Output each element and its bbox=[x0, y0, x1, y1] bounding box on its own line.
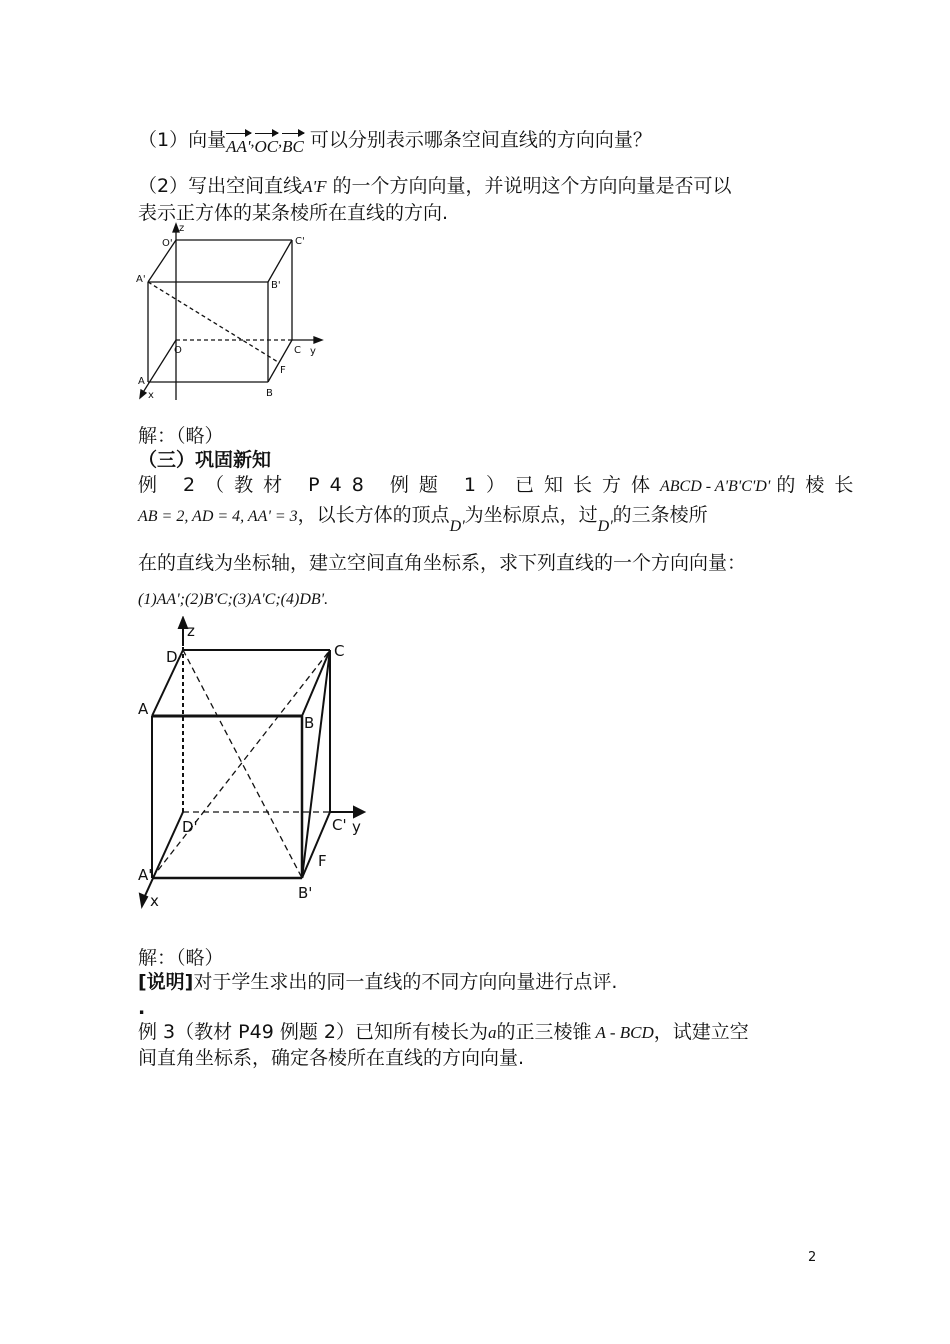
fig1-label-a: A bbox=[138, 376, 145, 387]
fig1-label-a-top: A' bbox=[136, 274, 146, 285]
example2-dprime-1: D' bbox=[449, 518, 465, 535]
example-3-line-1 bbox=[138, 1020, 749, 1045]
fig2-label-a: A bbox=[138, 700, 149, 718]
example3-a: a bbox=[487, 1023, 497, 1042]
fig2-label-f: F bbox=[318, 852, 327, 870]
example3-suffix: ，试建立空 bbox=[653, 1021, 749, 1043]
fig2-label-c: C bbox=[334, 642, 345, 660]
note-text: 对于学生求出的同一直线的不同方向向量进行点评. bbox=[193, 971, 618, 993]
answer-1: 解：（略） bbox=[138, 425, 224, 447]
fig2-label-y: y bbox=[352, 818, 361, 836]
vector-bc: BC bbox=[282, 135, 304, 159]
q1-sep-2: , bbox=[278, 133, 283, 150]
note-tag: [说明] bbox=[138, 971, 194, 993]
example2-mid3: 的三条棱所 bbox=[612, 504, 708, 526]
note bbox=[138, 970, 617, 994]
example2-items: (1)AA';(2)B'C;(3)A'C;(4)DB' bbox=[138, 591, 325, 608]
example-3-line-2: 间直角坐标系，确定各棱所在直线的方向向量. bbox=[138, 1047, 525, 1069]
example-2-line-2 bbox=[138, 503, 708, 535]
example2-suffix: 的棱长 bbox=[776, 474, 864, 496]
fig1-label-b: B bbox=[266, 388, 273, 399]
example2-box: ABCD - A'B'C'D' bbox=[659, 478, 771, 495]
fig1-label-f: F bbox=[280, 365, 286, 376]
example2-mid2: 为坐标原点，过 bbox=[464, 504, 598, 526]
example3-mid: 的正三棱锥 bbox=[496, 1021, 592, 1043]
example2-prefix: 例 2（教材 P48 例题 1）已知长方体 bbox=[138, 474, 660, 496]
example2-dims: AB = 2, AD = 4, AA' = 3 bbox=[138, 508, 298, 525]
fig2-label-z: z bbox=[187, 622, 195, 640]
section-title: （三）巩固新知 bbox=[138, 449, 272, 471]
example3-math: A - BCD bbox=[595, 1023, 654, 1042]
q1-suffix: 可以分别表示哪条空间直线的方向向量？ bbox=[309, 129, 652, 151]
fig1-label-y: y bbox=[310, 346, 316, 357]
answer-2: 解：（略） bbox=[138, 947, 224, 969]
question-2-line-2: 表示正方体的某条棱所在直线的方向. bbox=[138, 202, 449, 224]
fig2-label-a-prime: A' bbox=[138, 866, 153, 884]
q2-suffix: 的一个方向向量，并说明这个方向向量是否可以 bbox=[332, 175, 732, 197]
fig2-label-d-prime: D' bbox=[182, 818, 198, 836]
fig1-label-x: x bbox=[148, 390, 154, 401]
fig2-label-x: x bbox=[150, 892, 159, 910]
q1-prefix: （1）向量 bbox=[138, 129, 227, 151]
cube-figure-1 bbox=[130, 222, 330, 404]
page-number: 2 bbox=[808, 1250, 817, 1265]
q1-sep-1: , bbox=[250, 133, 255, 150]
fig2-label-c-prime: C' bbox=[332, 816, 347, 834]
fig1-label-o: O bbox=[174, 345, 182, 356]
vector-aa-prime: AA' bbox=[226, 135, 250, 159]
fig2-label-b: B bbox=[304, 714, 315, 732]
example-2-line-3: 在的直线为坐标轴，建立空间直角坐标系，求下列直线的一个方向向量： bbox=[138, 552, 747, 574]
question-2-line-1 bbox=[138, 174, 732, 199]
fig2-label-b-prime: B' bbox=[298, 884, 313, 902]
q2-math: A'F bbox=[302, 177, 327, 196]
fig1-label-c-top: C' bbox=[295, 236, 305, 247]
example3-prefix: 例 3（教材 P49 例题 2）已知所有棱长为 bbox=[138, 1021, 488, 1043]
question-1 bbox=[138, 128, 652, 154]
cuboid-figure-2 bbox=[130, 616, 370, 912]
q2-prefix: （2）写出空间直线 bbox=[138, 175, 303, 197]
stray-dot: . bbox=[138, 997, 146, 1019]
example-2-line-1 bbox=[138, 473, 864, 499]
fig1-label-c: C bbox=[294, 345, 301, 356]
vector-oc: OC bbox=[255, 135, 279, 159]
fig1-label-b-top: B' bbox=[271, 280, 281, 291]
example2-dprime-2: D' bbox=[597, 518, 613, 535]
fig2-label-d: D bbox=[166, 648, 178, 666]
example2-items-end: . bbox=[324, 591, 329, 608]
example-2-items bbox=[138, 586, 328, 612]
fig1-label-z: z bbox=[179, 223, 185, 234]
fig1-label-o-top: O' bbox=[162, 238, 173, 249]
example2-mid1: ，以长方体的顶点 bbox=[297, 504, 450, 526]
